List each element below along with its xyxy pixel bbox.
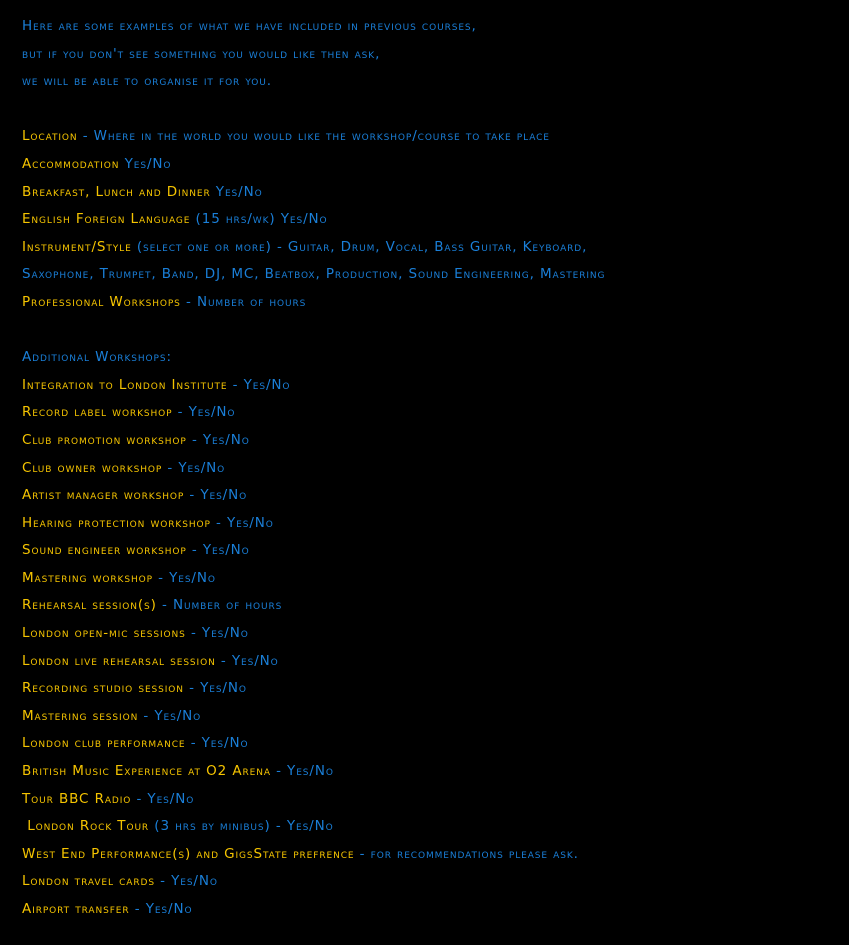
text-line — [22, 786, 849, 814]
text-line — [22, 510, 849, 538]
option-label: Airport transfer — [22, 901, 130, 917]
text-line — [22, 813, 849, 841]
text-line — [22, 399, 849, 427]
option-label: Recording studio session — [22, 680, 184, 697]
option-label: British Music Experience at O2 Arena — [22, 763, 271, 780]
option-label: Hearing protection workshop — [22, 514, 211, 531]
text-line — [22, 261, 849, 289]
option-label: Sound engineer workshop — [22, 542, 187, 559]
text-line — [22, 565, 849, 593]
text-line — [22, 482, 849, 510]
option-detail: - Yes/No — [183, 680, 247, 697]
option-detail: - Number of hours — [156, 597, 283, 614]
option-label: Mastering workshop — [22, 569, 153, 586]
option-label: London travel cards — [22, 873, 155, 890]
text-line — [22, 675, 849, 703]
option-label: Artist manager workshop — [22, 487, 185, 504]
option-detail: - Yes/No — [131, 790, 195, 807]
option-detail: - Yes/No — [270, 763, 334, 780]
option-label: Club promotion workshop — [22, 431, 187, 448]
option-detail: - Yes/No — [215, 652, 279, 669]
option-detail: (3 hrs by minibus) - Yes/No — [149, 818, 334, 835]
text-line — [22, 372, 849, 400]
option-label: Integration to London Institute — [22, 376, 228, 393]
option-detail: Yes/No — [119, 155, 172, 172]
option-label: London club performance — [22, 735, 186, 752]
text-line — [22, 648, 849, 676]
option-detail: we will be able to organise it for you. — [22, 73, 272, 90]
option-detail: - Yes/No — [172, 404, 236, 421]
option-label: English Foreign Language — [22, 211, 191, 228]
text-line — [22, 868, 849, 896]
option-label: Tour BBC Radio — [22, 790, 132, 807]
option-label: Professional Workshops — [22, 293, 181, 310]
option-detail: - Yes/No — [162, 459, 226, 476]
option-detail: - Yes/No — [152, 569, 216, 586]
option-detail: - Yes/No — [227, 376, 291, 393]
option-detail: but if you don't see something you would like then ask, — [22, 45, 381, 62]
option-label: Mastering session — [22, 707, 139, 724]
text-line — [22, 13, 849, 41]
option-detail: Yes/No — [210, 183, 263, 200]
option-detail: - Yes/No — [210, 514, 274, 531]
text-line — [22, 758, 849, 786]
option-detail: (15 hrs/wk) Yes/No — [190, 211, 328, 228]
text-line — [22, 289, 849, 317]
option-detail: - Number of hours — [180, 293, 307, 310]
text-line — [22, 68, 849, 96]
option-detail: - Yes/No — [185, 735, 249, 752]
option-label: West End Performance(s) and GigsState prefrence — [22, 845, 355, 862]
text-line — [22, 703, 849, 731]
option-detail: - for recommendations please ask. — [354, 845, 579, 862]
text-line — [22, 620, 849, 648]
option-detail: - Yes/No — [184, 487, 248, 504]
option-label: Breakfast, Lunch and Dinner — [22, 183, 211, 200]
blank-line — [22, 317, 849, 345]
text-line — [22, 234, 849, 262]
text-line — [22, 455, 849, 483]
option-label: Club owner workshop — [22, 459, 163, 476]
text-line — [22, 730, 849, 758]
option-detail: Additional Workshops: — [22, 349, 172, 366]
text-line — [22, 592, 849, 620]
option-detail: - Yes/No — [154, 873, 218, 890]
text-line — [22, 427, 849, 455]
option-detail: Here are some examples of what we have included in previous courses, — [22, 18, 477, 34]
text-line — [22, 179, 849, 207]
text-line — [22, 841, 849, 869]
option-label: Accommodation — [22, 155, 120, 172]
option-label: London Rock Tour — [22, 818, 150, 835]
option-detail: - Yes/No — [138, 707, 202, 724]
option-label: Instrument/Style — [22, 238, 132, 255]
text-line — [22, 151, 849, 179]
option-label: London live rehearsal session — [22, 652, 216, 669]
text-line — [22, 537, 849, 565]
blank-line — [22, 96, 849, 124]
option-detail: - Yes/No — [129, 901, 193, 917]
option-detail: - Yes/No — [185, 625, 249, 642]
option-label: Location — [22, 128, 78, 145]
option-label: Rehearsal session(s) — [22, 597, 157, 614]
text-line — [22, 41, 849, 69]
option-detail: Saxophone, Trumpet, Band, DJ, MC, Beatbox, Production, Sound Engineering, Mastering — [22, 266, 606, 283]
option-detail: - Yes/No — [186, 542, 250, 559]
text-line — [22, 344, 849, 372]
text-line — [22, 123, 849, 151]
text-line — [22, 896, 849, 924]
option-detail: (select one or more) - Guitar, Drum, Vocal, Bass Guitar, Keyboard, — [131, 238, 588, 255]
option-detail: - Where in the world you would like the workshop/course to take place — [77, 128, 550, 145]
option-label: London open-mic sessions — [22, 625, 186, 642]
option-label: Record label workshop — [22, 404, 173, 421]
text-line — [22, 206, 849, 234]
option-detail: - Yes/No — [186, 431, 250, 448]
